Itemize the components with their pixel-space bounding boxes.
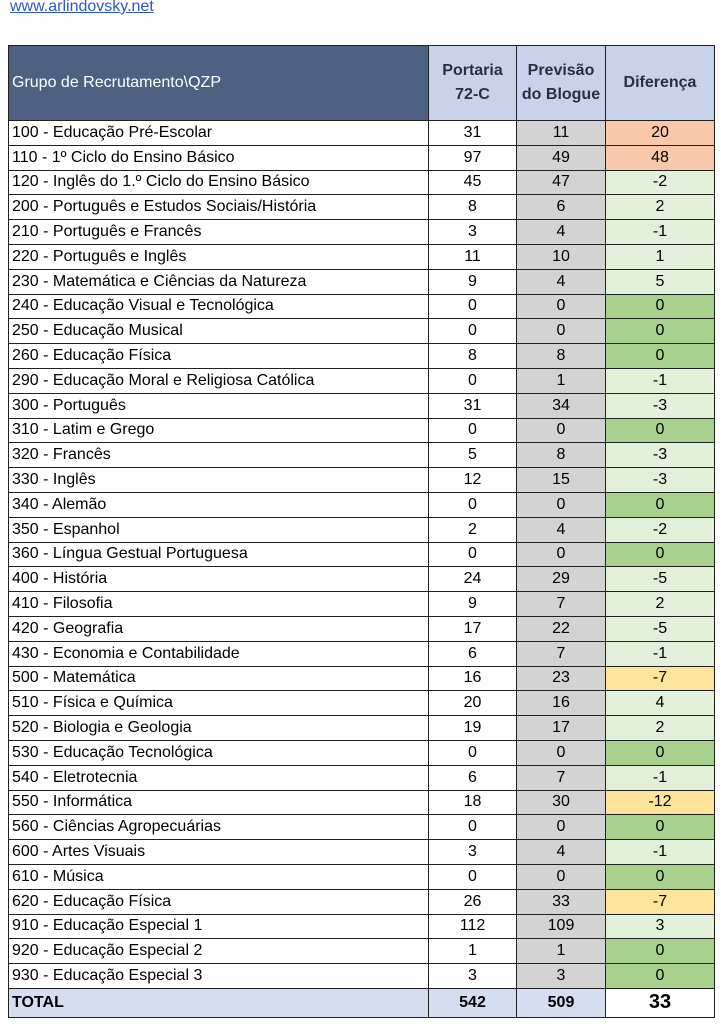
row-previsao: 0: [517, 319, 606, 344]
row-portaria: 0: [429, 815, 517, 840]
row-previsao: 16: [517, 691, 606, 716]
row-portaria: 8: [429, 344, 517, 369]
table-row: [9, 443, 715, 468]
table-row: [9, 368, 715, 393]
total-portaria: 542: [429, 988, 517, 1017]
row-previsao: 4: [517, 517, 606, 542]
row-previsao: 29: [517, 567, 606, 592]
row-previsao: 0: [517, 294, 606, 319]
table-row: [9, 790, 715, 815]
row-previsao: 4: [517, 840, 606, 865]
row-previsao: 4: [517, 269, 606, 294]
row-diferenca: 4: [606, 691, 715, 716]
row-diferenca: 2: [606, 716, 715, 741]
row-name: 230 - Matemática e Ciências da Natureza: [9, 269, 429, 294]
row-portaria: 6: [429, 641, 517, 666]
row-diferenca: 0: [606, 939, 715, 964]
total-label: TOTAL: [9, 988, 429, 1017]
row-name: 600 - Artes Visuais: [9, 840, 429, 865]
row-name: 360 - Língua Gestual Portuguesa: [9, 542, 429, 567]
row-name: 520 - Biologia e Geologia: [9, 716, 429, 741]
row-name: 340 - Alemão: [9, 492, 429, 517]
row-diferenca: -3: [606, 393, 715, 418]
row-name: 100 - Educação Pré-Escolar: [9, 121, 429, 146]
total-diferenca: 33: [606, 988, 715, 1017]
row-portaria: 9: [429, 592, 517, 617]
row-diferenca: -3: [606, 443, 715, 468]
row-portaria: 0: [429, 740, 517, 765]
row-diferenca: 0: [606, 542, 715, 567]
row-previsao: 7: [517, 592, 606, 617]
row-diferenca: -12: [606, 790, 715, 815]
table-row: [9, 641, 715, 666]
row-previsao: 0: [517, 864, 606, 889]
row-portaria: 112: [429, 914, 517, 939]
row-previsao: 10: [517, 244, 606, 269]
row-diferenca: -1: [606, 840, 715, 865]
row-name: 120 - Inglês do 1.º Ciclo do Ensino Básico: [9, 170, 429, 195]
table-row: [9, 344, 715, 369]
row-diferenca: -3: [606, 468, 715, 493]
row-portaria: 2: [429, 517, 517, 542]
row-portaria: 11: [429, 244, 517, 269]
row-diferenca: -5: [606, 567, 715, 592]
row-previsao: 30: [517, 790, 606, 815]
table-row: [9, 145, 715, 170]
row-diferenca: 0: [606, 418, 715, 443]
row-name: 320 - Francês: [9, 443, 429, 468]
row-name: 930 - Educação Especial 3: [9, 964, 429, 989]
row-name: 500 - Matemática: [9, 666, 429, 691]
table-row: [9, 418, 715, 443]
row-portaria: 0: [429, 542, 517, 567]
row-diferenca: 2: [606, 592, 715, 617]
row-diferenca: 0: [606, 964, 715, 989]
row-diferenca: 0: [606, 492, 715, 517]
row-name: 110 - 1º Ciclo do Ensino Básico: [9, 145, 429, 170]
row-previsao: 6: [517, 195, 606, 220]
table-row: [9, 294, 715, 319]
row-portaria: 5: [429, 443, 517, 468]
row-name: 530 - Educação Tecnológica: [9, 740, 429, 765]
row-name: 610 - Música: [9, 864, 429, 889]
table-row: [9, 492, 715, 517]
row-diferenca: -1: [606, 220, 715, 245]
table-row: [9, 616, 715, 641]
row-name: 240 - Educação Visual e Tecnológica: [9, 294, 429, 319]
row-name: 290 - Educação Moral e Religiosa Católica: [9, 368, 429, 393]
row-previsao: 11: [517, 121, 606, 146]
row-portaria: 16: [429, 666, 517, 691]
row-diferenca: 0: [606, 344, 715, 369]
header-group: Grupo de Recrutamento\QZP: [9, 46, 429, 121]
table-row: [9, 319, 715, 344]
row-diferenca: -2: [606, 517, 715, 542]
row-name: 620 - Educação Física: [9, 889, 429, 914]
row-name: 220 - Português e Inglês: [9, 244, 429, 269]
table-row: [9, 691, 715, 716]
row-name: 300 - Português: [9, 393, 429, 418]
row-portaria: 3: [429, 220, 517, 245]
row-name: 400 - História: [9, 567, 429, 592]
row-previsao: 23: [517, 666, 606, 691]
row-diferenca: 2: [606, 195, 715, 220]
row-previsao: 17: [517, 716, 606, 741]
row-name: 410 - Filosofia: [9, 592, 429, 617]
table-row: [9, 765, 715, 790]
row-name: 200 - Português e Estudos Sociais/História: [9, 195, 429, 220]
table-row: [9, 393, 715, 418]
row-name: 330 - Inglês: [9, 468, 429, 493]
table-header: [9, 46, 715, 121]
row-portaria: 19: [429, 716, 517, 741]
table-row: [9, 939, 715, 964]
row-previsao: 22: [517, 616, 606, 641]
table-row: [9, 542, 715, 567]
row-previsao: 49: [517, 145, 606, 170]
row-previsao: 4: [517, 220, 606, 245]
row-previsao: 109: [517, 914, 606, 939]
row-previsao: 0: [517, 815, 606, 840]
header-diferenca: Diferença: [606, 46, 715, 121]
row-previsao: 47: [517, 170, 606, 195]
total-previsao: 509: [517, 988, 606, 1017]
row-name: 260 - Educação Física: [9, 344, 429, 369]
row-portaria: 24: [429, 567, 517, 592]
table-row: [9, 740, 715, 765]
row-diferenca: -5: [606, 616, 715, 641]
row-diferenca: 20: [606, 121, 715, 146]
header-portaria: Portaria 72-C: [429, 46, 517, 121]
row-name: 310 - Latim e Grego: [9, 418, 429, 443]
row-name: 560 - Ciências Agropecuárias: [9, 815, 429, 840]
row-diferenca: 48: [606, 145, 715, 170]
row-previsao: 7: [517, 641, 606, 666]
table-row: [9, 840, 715, 865]
row-diferenca: -1: [606, 368, 715, 393]
table-row: [9, 517, 715, 542]
row-previsao: 1: [517, 368, 606, 393]
row-previsao: 0: [517, 418, 606, 443]
row-portaria: 45: [429, 170, 517, 195]
row-previsao: 8: [517, 443, 606, 468]
row-name: 910 - Educação Especial 1: [9, 914, 429, 939]
row-previsao: 0: [517, 542, 606, 567]
table-row: [9, 468, 715, 493]
row-portaria: 0: [429, 294, 517, 319]
recruitment-table: [8, 45, 715, 1018]
row-previsao: 33: [517, 889, 606, 914]
table-row: [9, 170, 715, 195]
table-row: [9, 220, 715, 245]
table-row: [9, 269, 715, 294]
row-portaria: 8: [429, 195, 517, 220]
row-name: 210 - Português e Francês: [9, 220, 429, 245]
row-previsao: 1: [517, 939, 606, 964]
table-row: [9, 121, 715, 146]
row-portaria: 20: [429, 691, 517, 716]
row-diferenca: 1: [606, 244, 715, 269]
row-previsao: 8: [517, 344, 606, 369]
row-portaria: 18: [429, 790, 517, 815]
row-diferenca: 5: [606, 269, 715, 294]
row-diferenca: 0: [606, 864, 715, 889]
row-portaria: 97: [429, 145, 517, 170]
row-diferenca: 0: [606, 815, 715, 840]
row-portaria: 0: [429, 492, 517, 517]
row-portaria: 12: [429, 468, 517, 493]
row-name: 250 - Educação Musical: [9, 319, 429, 344]
row-portaria: 6: [429, 765, 517, 790]
row-portaria: 31: [429, 393, 517, 418]
table-body: [9, 121, 715, 989]
table-row: [9, 815, 715, 840]
row-portaria: 0: [429, 368, 517, 393]
row-portaria: 26: [429, 889, 517, 914]
row-previsao: 0: [517, 492, 606, 517]
row-name: 430 - Economia e Contabilidade: [9, 641, 429, 666]
row-name: 510 - Física e Química: [9, 691, 429, 716]
row-diferenca: 0: [606, 740, 715, 765]
table-row: [9, 592, 715, 617]
row-previsao: 0: [517, 740, 606, 765]
row-portaria: 0: [429, 319, 517, 344]
row-previsao: 34: [517, 393, 606, 418]
site-link[interactable]: www.arlindovsky.net: [10, 0, 154, 15]
row-previsao: 15: [517, 468, 606, 493]
row-portaria: 3: [429, 840, 517, 865]
row-diferenca: -7: [606, 666, 715, 691]
row-diferenca: -7: [606, 889, 715, 914]
table-row: [9, 964, 715, 989]
row-name: 550 - Informática: [9, 790, 429, 815]
row-diferenca: 0: [606, 294, 715, 319]
table-row: [9, 889, 715, 914]
row-portaria: 0: [429, 864, 517, 889]
table-row: [9, 244, 715, 269]
row-name: 350 - Espanhol: [9, 517, 429, 542]
row-portaria: 17: [429, 616, 517, 641]
table-row: [9, 716, 715, 741]
row-diferenca: -2: [606, 170, 715, 195]
table-row: [9, 666, 715, 691]
row-portaria: 1: [429, 939, 517, 964]
row-diferenca: 0: [606, 319, 715, 344]
row-name: 540 - Eletrotecnia: [9, 765, 429, 790]
row-previsao: 3: [517, 964, 606, 989]
row-name: 920 - Educação Especial 2: [9, 939, 429, 964]
row-diferenca: -1: [606, 641, 715, 666]
row-diferenca: -1: [606, 765, 715, 790]
row-portaria: 31: [429, 121, 517, 146]
row-portaria: 3: [429, 964, 517, 989]
row-name: 420 - Geografia: [9, 616, 429, 641]
table-row: [9, 567, 715, 592]
table-row: [9, 914, 715, 939]
row-previsao: 7: [517, 765, 606, 790]
row-diferenca: 3: [606, 914, 715, 939]
table-row: [9, 195, 715, 220]
table-total: [9, 988, 715, 1017]
row-portaria: 0: [429, 418, 517, 443]
table-row: [9, 864, 715, 889]
row-portaria: 9: [429, 269, 517, 294]
header-previsao: Previsão do Blogue: [517, 46, 606, 121]
